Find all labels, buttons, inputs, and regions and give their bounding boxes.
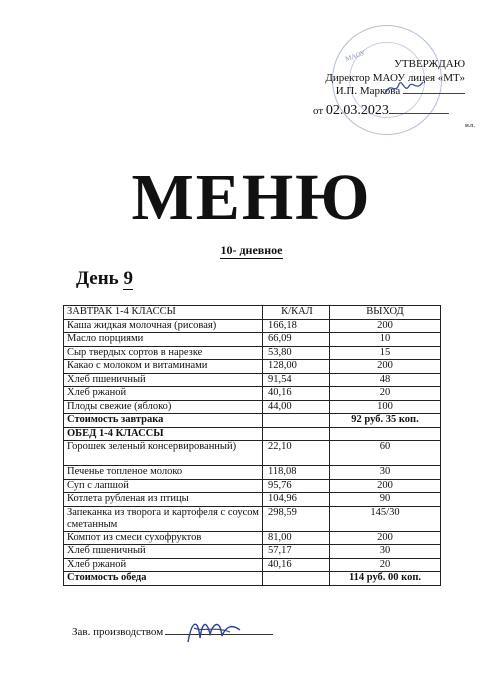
menu-table bbox=[63, 305, 441, 586]
approval-block bbox=[265, 58, 475, 129]
dish-name: Запеканка из творога и картофеля с соусом сметанным bbox=[64, 506, 263, 531]
dish-name: Какао с молоком и витаминами bbox=[64, 360, 263, 374]
table-row bbox=[64, 360, 441, 374]
dish-yield: 15 bbox=[330, 346, 441, 360]
dish-yield: 200 bbox=[330, 479, 441, 493]
lunch-header-empty2 bbox=[330, 427, 441, 441]
header-yield: ВЫХОД bbox=[330, 306, 441, 320]
date-underline bbox=[389, 103, 449, 114]
dish-kcal: 66,09 bbox=[263, 333, 330, 347]
dish-yield: 200 bbox=[330, 319, 441, 333]
subtitle-text: 10- дневное bbox=[220, 243, 283, 257]
dish-name: Котлета рубленая из птицы bbox=[64, 493, 263, 507]
table-row bbox=[64, 400, 441, 414]
header-kcal: К/КАЛ bbox=[263, 306, 330, 320]
approval-name-row bbox=[265, 85, 465, 99]
table-row bbox=[64, 441, 441, 466]
dish-yield: 200 bbox=[330, 360, 441, 374]
dish-name: Горошек зеленый консервированный) bbox=[64, 441, 263, 466]
lunch-total-value: 114 руб. 00 коп. bbox=[330, 572, 441, 586]
dish-kcal: 91,54 bbox=[263, 373, 330, 387]
breakfast-total-row bbox=[64, 414, 441, 428]
day-label: День bbox=[76, 268, 119, 289]
lunch-header-row bbox=[64, 427, 441, 441]
day-heading bbox=[76, 268, 133, 290]
stamp-place-mark: м.п. bbox=[464, 123, 475, 129]
table-row bbox=[64, 346, 441, 360]
header-meal: ЗАВТРАК 1-4 КЛАССЫ bbox=[64, 306, 263, 320]
table-header-row bbox=[64, 306, 441, 320]
dish-kcal: 40,16 bbox=[263, 387, 330, 401]
lunch-header-empty bbox=[263, 427, 330, 441]
dish-name: Хлеб пшеничный bbox=[64, 373, 263, 387]
table-row bbox=[64, 558, 441, 572]
dish-kcal: 166,18 bbox=[263, 319, 330, 333]
dish-name: Сыр твердых сортов в нарезке bbox=[64, 346, 263, 360]
dish-name: Хлеб ржаной bbox=[64, 558, 263, 572]
dish-yield: 48 bbox=[330, 373, 441, 387]
footer-label: Зав. производством bbox=[72, 626, 164, 638]
lunch-header: ОБЕД 1-4 КЛАССЫ bbox=[64, 427, 263, 441]
day-number: 9 bbox=[123, 268, 133, 289]
table-row bbox=[64, 333, 441, 347]
dish-kcal: 22,10 bbox=[263, 441, 330, 466]
dish-kcal: 44,00 bbox=[263, 400, 330, 414]
dish-yield: 10 bbox=[330, 333, 441, 347]
dish-kcal: 128,00 bbox=[263, 360, 330, 374]
production-manager-signature bbox=[180, 614, 250, 650]
dish-kcal: 81,00 bbox=[263, 531, 330, 545]
table-row bbox=[64, 493, 441, 507]
table-row bbox=[64, 545, 441, 559]
approval-title: УТВЕРЖДАЮ bbox=[394, 58, 465, 70]
breakfast-total-empty bbox=[263, 414, 330, 428]
director-signature bbox=[383, 76, 427, 98]
approval-date-row bbox=[313, 103, 449, 119]
dish-yield: 90 bbox=[330, 493, 441, 507]
dish-yield: 60 bbox=[330, 441, 441, 466]
dish-yield: 30 bbox=[330, 545, 441, 559]
dish-yield: 200 bbox=[330, 531, 441, 545]
dish-kcal: 118,08 bbox=[263, 466, 330, 480]
date-prefix: от bbox=[313, 105, 324, 117]
dish-yield: 145/30 bbox=[330, 506, 441, 531]
dish-kcal: 53,80 bbox=[263, 346, 330, 360]
table-row bbox=[64, 387, 441, 401]
dish-kcal: 57,17 bbox=[263, 545, 330, 559]
lunch-total-empty bbox=[263, 572, 330, 586]
table-row bbox=[64, 466, 441, 480]
dish-name: Масло порциями bbox=[64, 333, 263, 347]
dish-kcal: 298,59 bbox=[263, 506, 330, 531]
approval-position: Директор МАОУ лицея «МТ» bbox=[325, 71, 465, 84]
dish-yield: 20 bbox=[330, 558, 441, 572]
page-title: МЕНЮ bbox=[131, 161, 372, 234]
lunch-total-label: Стоимость обеда bbox=[64, 572, 263, 586]
approval-name: И.П. Маркова bbox=[335, 85, 401, 97]
dish-name: Компот из смеси сухофруктов bbox=[64, 531, 263, 545]
dish-name: Хлеб ржаной bbox=[64, 387, 263, 401]
table-row bbox=[64, 479, 441, 493]
dish-name: Печенье топленое молоко bbox=[64, 466, 263, 480]
table-row bbox=[64, 319, 441, 333]
lunch-total-row bbox=[64, 572, 441, 586]
stamp-text: МАОУ bbox=[344, 48, 367, 64]
breakfast-total-value: 92 руб. 35 коп. bbox=[330, 414, 441, 428]
dish-name: Суп с лапшой bbox=[64, 479, 263, 493]
dish-yield: 20 bbox=[330, 387, 441, 401]
dish-name: Хлеб пшеничный bbox=[64, 545, 263, 559]
table-row bbox=[64, 506, 441, 531]
table-row bbox=[64, 373, 441, 387]
dish-name: Каша жидкая молочная (рисовая) bbox=[64, 319, 263, 333]
dish-name: Плоды свежие (яблоко) bbox=[64, 400, 263, 414]
dish-kcal: 104,96 bbox=[263, 493, 330, 507]
approval-date: 02.03.2023 bbox=[325, 103, 389, 118]
menu-subtitle bbox=[0, 243, 503, 258]
dish-yield: 100 bbox=[330, 400, 441, 414]
breakfast-total-label: Стоимость завтрака bbox=[64, 414, 263, 428]
table-row bbox=[64, 531, 441, 545]
dish-kcal: 40,16 bbox=[263, 558, 330, 572]
dish-kcal: 95,76 bbox=[263, 479, 330, 493]
dish-yield: 30 bbox=[330, 466, 441, 480]
